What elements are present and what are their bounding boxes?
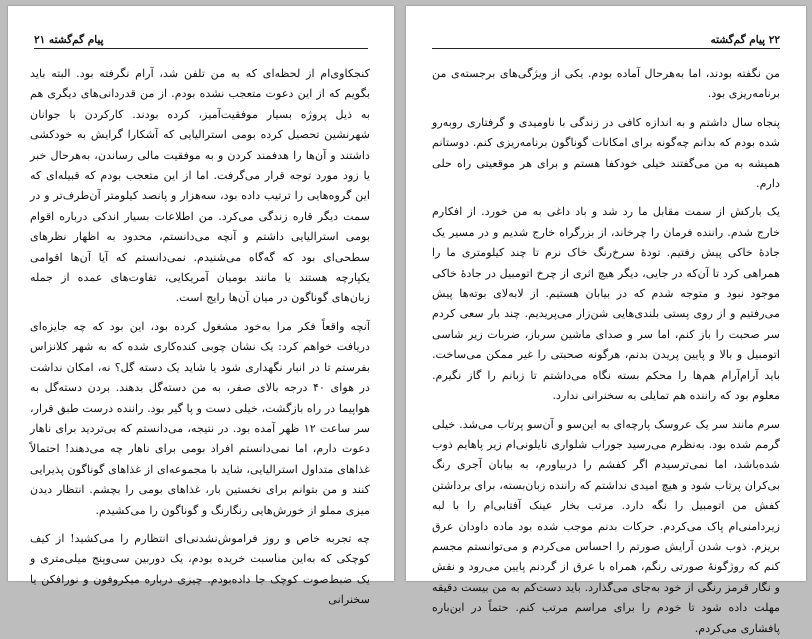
left-page-header [34,30,368,49]
paragraph: یک بارکش از سمت مقابل ما رد شد و باد داغی به من خورد. از افکارم خارج شدم. راننده فرمان را چرخاند، از بزرگراه خارج شدیم و در مسیر یک جادهٔ خاکی پیش رفتیم. تودهٔ سرخ‌رنگ خاک نرم تا چند کیلومتری ما را همراهی کرد تا آن‌که در جایی، دیگر هیچ اثری از چرخ اتومبیل در جادهٔ خاکی موجود نبود و متوجه شدم که در بیابان هستیم. از لابه‌لای بوته‌ها پیش می‌رفتیم و از روی پستی بلندی‌هایی شن‌زار می‌پریدیم. چند بار سعی کردم سر صحبت را باز کنم، اما سر و صدای ماشین سرباز، ضربات زیر شاسی اتومبیل و بالا و پایین پریدن بدنم، هرگونه صحبتی را غیر ممکن می‌ساخت. باید آرام‌آرام هم‌ها را محکم بسته نگاه می‌داشتم تا زبانم را گاز نگیرم. معلوم بود که راننده هم تمایلی به سخنرانی ندارد. [432,205,780,403]
paragraph: من نگفته بودند، اما به‌هرحال آماده بودم. یکی از ویژگی‌های برجسته‌ی من برنامه‌ریزی بود. [432,67,780,101]
paragraph: چه تجربه خاص و روز فراموش‌نشدنی‌ای انتظارم را می‌کشید! از کیف کوچکی که به‌این مناسبت خریده بودم، یک دوربین سی‌وپنج میلی‌متری و یک ضبط‌صوت کوچک جا داده‌بودم. چیزی درباره میکروفون و نورافکن یا سخنرانی [30,531,370,607]
right-page-running-title: ۲۲ پیام گم‌گشته [710,34,780,46]
right-page-body [432,64,780,635]
left-page [8,6,394,607]
right-page [406,6,806,635]
right-page-header [432,30,780,49]
left-page-body [30,64,370,607]
left-page-running-title: پیام گم‌گشته ۲۱ [34,34,104,46]
paragraph: سرم مانند سر یک عروسک پارچه‌ای به این‌سو و آن‌سو پرتاب می‌شد. خیلی گرمم شده بود. به‌نظرم می‌رسید جوراب شلواری نایلونی‌ام زیر پاهایم ذوب شده‌باشد، اما نمی‌ترسیدم اگر کفشم را دربیاورم، به بیابان آجری رنگ بی‌کران پرتاب شود و هیچ امیدی نداشتم که راننده زبان‌بسته، برای برداشتن کفش من اتومبیل را نگه دارد. مرتب بخار عینک آفتابی‌ام را با لبه زیردامنی‌ام پاک می‌کردم. حرکات بدنم موجب شده بود ماده داودان عرق بریزم. ذوب شدن آرایش صورتم را احساس می‌کردم و می‌توانستم مجسم کنم که روژگونهٔ صورتی رنگم، همراه با عرق از گردنم پایین می‌رود و نقش و نگار قرمز رنگی از خود به‌جای می‌گذارد. باید دست‌کم به من بیست دقیقه مهلت داده شود تا خودم را برای مراسم مرتب کنم. حتماً در این‌باره پافشاری می‌کردم. [432,417,780,635]
paragraph: آنچه واقعاً فکر مرا به‌خود مشغول کرده بود، این بود که چه جایزه‌ای دریافت خواهم کرد: یک نشان چوبی کنده‌کاری شده که به شهر کلانزاس بفرستم تا در انبار نگهداری شود یا شاید یک دسته گل؟ نه، امکان نداشت در هوای ۴۰ درجه بالای صفر، به من دسته‌گل بدهند. بردن دسته‌گل به هواپیما در راه بازگشت، خیلی دست و پا گیر بود. راننده درست طبق قرار، سر ساعت ۱۲ ظهر آمده بود. در نتیجه، می‌دانستم که بی‌تردید برای ناهار دعوت دارم، اما نمی‌دانستم افراد بومی برای ناهار چه می‌دهند! احتمالاً غذاهای متداول استرالیایی، شاید با مجموعه‌ای از غذاهای گوناگون پذیرایی کنند و من بتوانم برای نخستین بار، غذاهای بومی را بچشم. انتظار دیدن میزی مملو از خورش‌هایی رنگارنگ و گوناگون را می‌کشیدم. [30,319,370,517]
paragraph: کنجکاوی‌ام از لحظه‌ای که به من تلفن شد، آرام نگرفته بود. البته باید بگویم که از این دعوت متعجب نشده بودم. از من قدردانی‌های دیگری هم به ذیل پروژه بسیار موفقیت‌آمیز، کرده بودند. کارکردن با جوانان شهرنشین تحصیل کرده بومی استرالیایی که آشکارا گرایش به خودکشی داشتند و آن‌ها را هدفمند کردن و به موفقیت مالی رساندن، به‌هرحال خبر یا زود مورد توجه قرار می‌گرفت. اما از این متعجب بودم که قبیله‌ای که این گروه‌هایی را ترتیب داده بود، سه‌هزار و پانصد کیلومتر آن‌طرف‌تر و در سمت دیگر قاره زندگی می‌کرد. من اطلاعات بسیار اندکی درباره اقوام بومی استرالیایی داشتم و آنچه می‌دانستم، محدود به اظهار نظرهای سطحی‌ای بود که گه‌گاه می‌شنیدم. نمی‌دانستم که آیا آن‌ها اقوامی یکپارچه هستند یا مانند بومیان آمریکایی، تفاوت‌های عمده از جمله زبان‌های گوناگون در میان آن‌ها رایج است. [30,67,370,305]
paragraph: پنجاه سال داشتم و به اندازه کافی در زندگی با ناومیدی و گرفتاری روبه‌رو شده بودم که بدانم چه‌گونه برای امکانات گوناگون برنامه‌ریزی کنم. دوستانم همیشه به من می‌گفتند خیلی خودکفا هستم و برای هر موقعیتی راه حلی دارم. [432,115,780,191]
